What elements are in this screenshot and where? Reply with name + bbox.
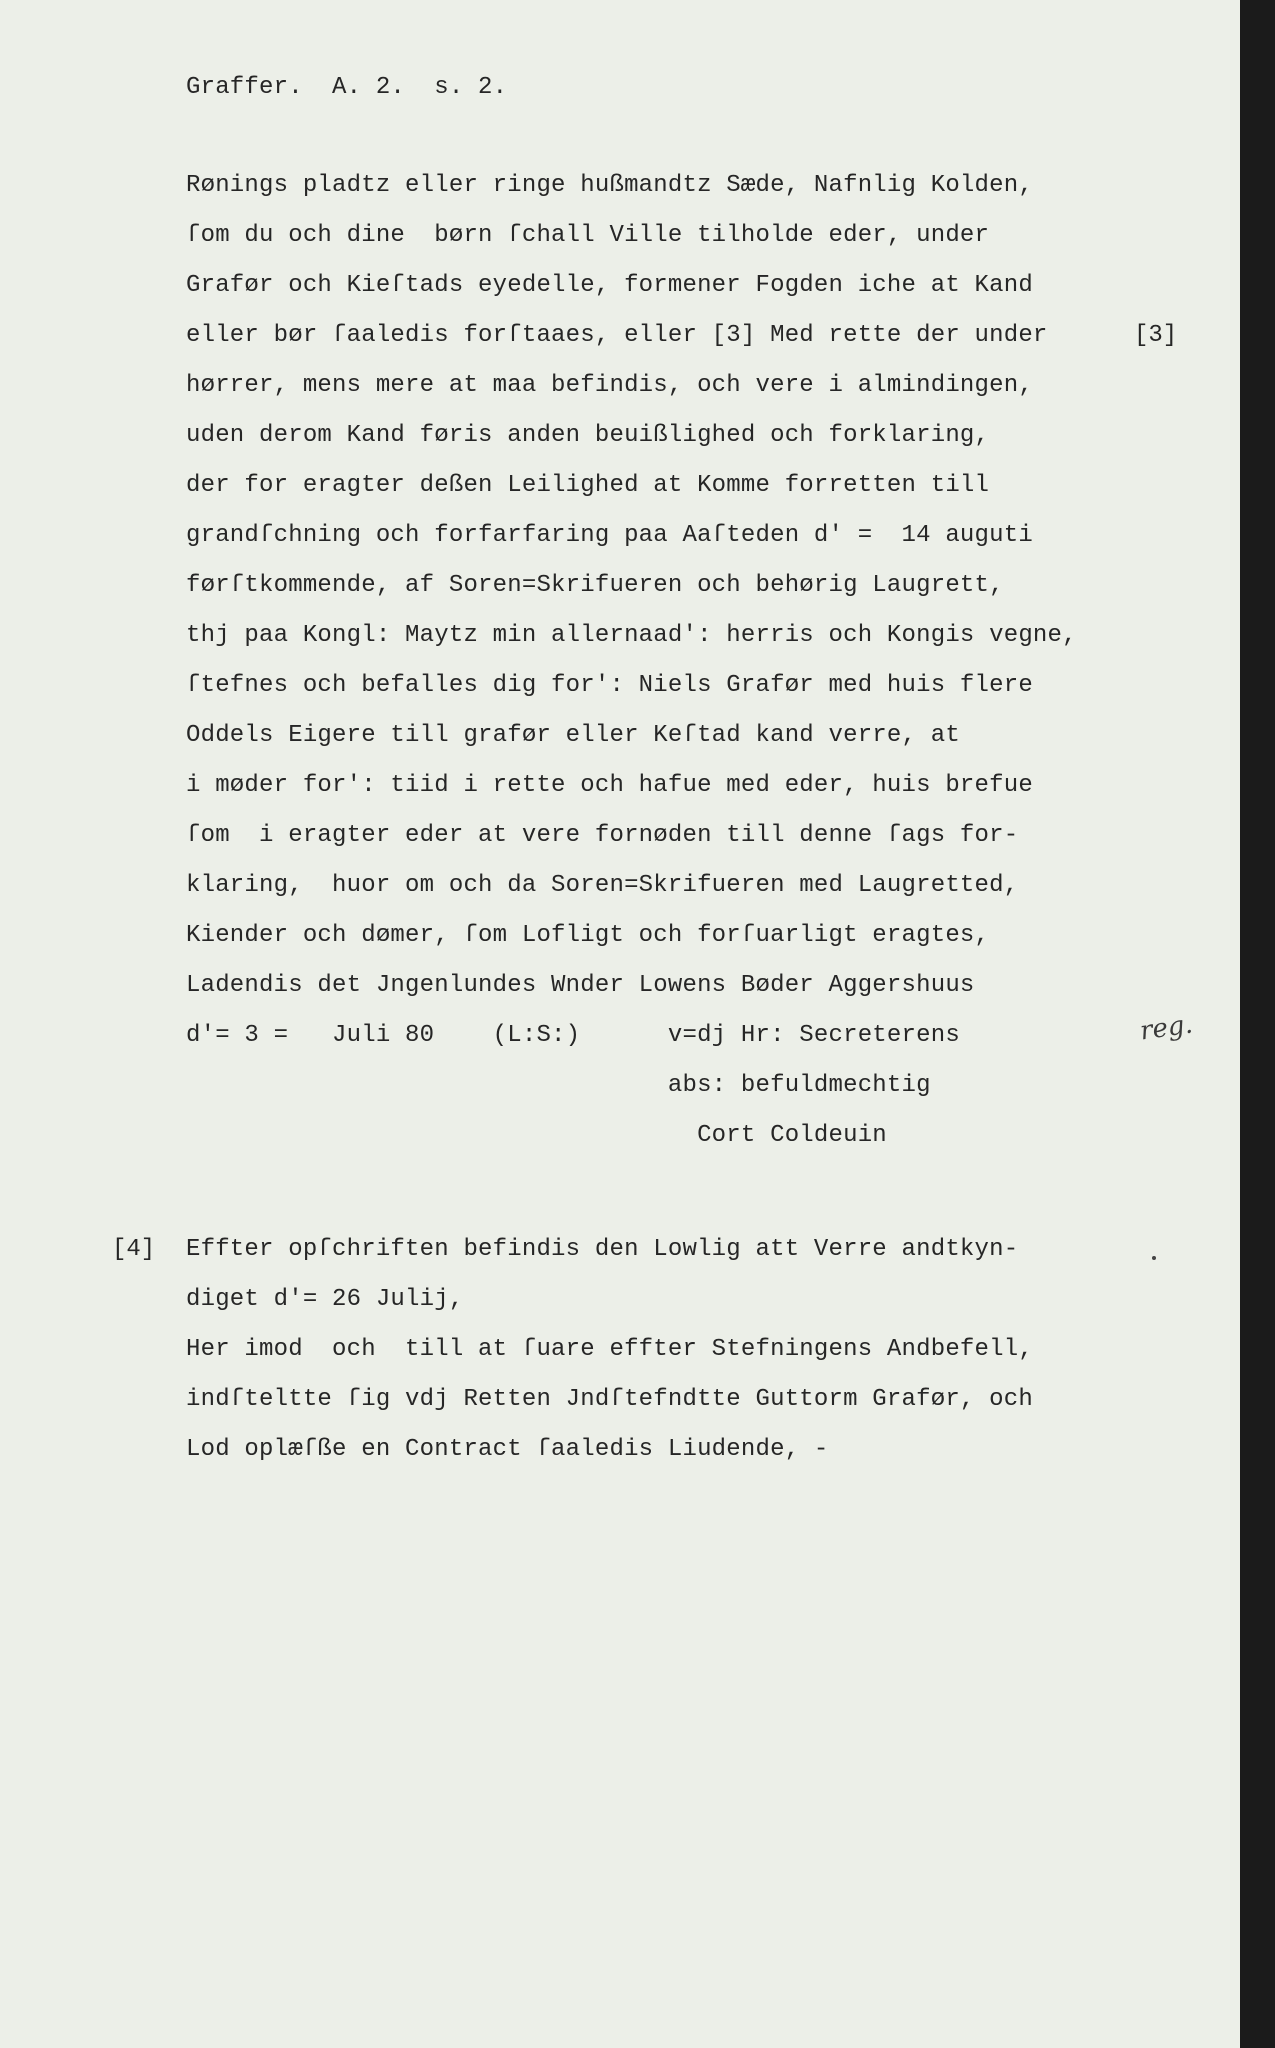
margin-marker-right: [3]: [1134, 322, 1178, 349]
body-line-3: Grafør och Kieſtads eyedelle, formener Fogden iche at Kand: [186, 272, 1033, 299]
speck-mark: [1152, 1256, 1156, 1260]
body-line-15: klaring, huor om och da Soren=Skrifueren med Laugretted,: [186, 872, 1019, 899]
body-line-5: hørrer, mens mere at maa befindis, och vere i almindingen,: [186, 372, 1033, 399]
section-4-line-1: Effter opſchriften befindis den Lowlig att Verre andtkyn-: [186, 1236, 1019, 1263]
section-4-line-5: Lod oplæſße en Contract ſaaledis Liudende, -: [186, 1436, 829, 1463]
section-4-line-3: Her imod och till at ſuare effter Stefningens Andbefell,: [186, 1336, 1033, 1363]
section-4-line-2: diget d'= 26 Julij,: [186, 1286, 464, 1313]
body-line-17: Ladendis det Jngenlundes Wnder Lowens Bøder Aggershuus: [186, 972, 975, 999]
body-line-18: d'= 3 = Juli 80 (L:S:) v=dj Hr: Secreterens: [186, 1022, 960, 1049]
body-line-10: thj paa Kongl: Maytz min allernaad': herris och Kongis vegne,: [186, 622, 1077, 649]
body-line-20: Cort Coldeuin: [186, 1122, 887, 1149]
body-line-12: Oddels Eigere till grafør eller Keſtad kand verre, at: [186, 722, 960, 749]
body-line-6: uden derom Kand føris anden beuißlighed och forklaring,: [186, 422, 990, 449]
body-line-19: abs: befuldmechtig: [186, 1072, 931, 1099]
body-line-1: Rønings pladtz eller ringe hußmandtz Sæde, Nafnlig Kolden,: [186, 172, 1033, 199]
handwritten-note: reg.: [1138, 1009, 1195, 1047]
body-line-14: ſom i eragter eder at vere fornøden till denne ſags for-: [186, 822, 1019, 849]
body-line-11: ſtefnes och befalles dig for': Niels Grafør med huis flere: [186, 672, 1033, 699]
body-line-8: grandſchning och forfarfaring paa Aaſteden d' = 14 auguti: [186, 522, 1033, 549]
document-header: Graffer. A. 2. s. 2.: [186, 74, 508, 101]
section-4-line-4: indſteltte ſig vdj Retten Jndſtefndtte Guttorm Grafør, och: [186, 1386, 1033, 1413]
body-line-4: eller bør ſaaledis forſtaaes, eller [3] Med rette der under: [186, 322, 1048, 349]
body-line-7: der for eragter deßen Leilighed at Komme forretten till: [186, 472, 990, 499]
body-line-13: i møder for': tiid i rette och hafue med eder, huis brefue: [186, 772, 1033, 799]
body-line-9: førſtkommende, af Soren=Skrifueren och behørig Laugrett,: [186, 572, 1004, 599]
body-line-2: ſom du och dine børn ſchall Ville tilholde eder, under: [186, 222, 990, 249]
section-4-marker: [4]: [112, 1236, 156, 1263]
body-line-16: Kiender och dømer, ſom Lofligt och forſuarligt eragtes,: [186, 922, 990, 949]
